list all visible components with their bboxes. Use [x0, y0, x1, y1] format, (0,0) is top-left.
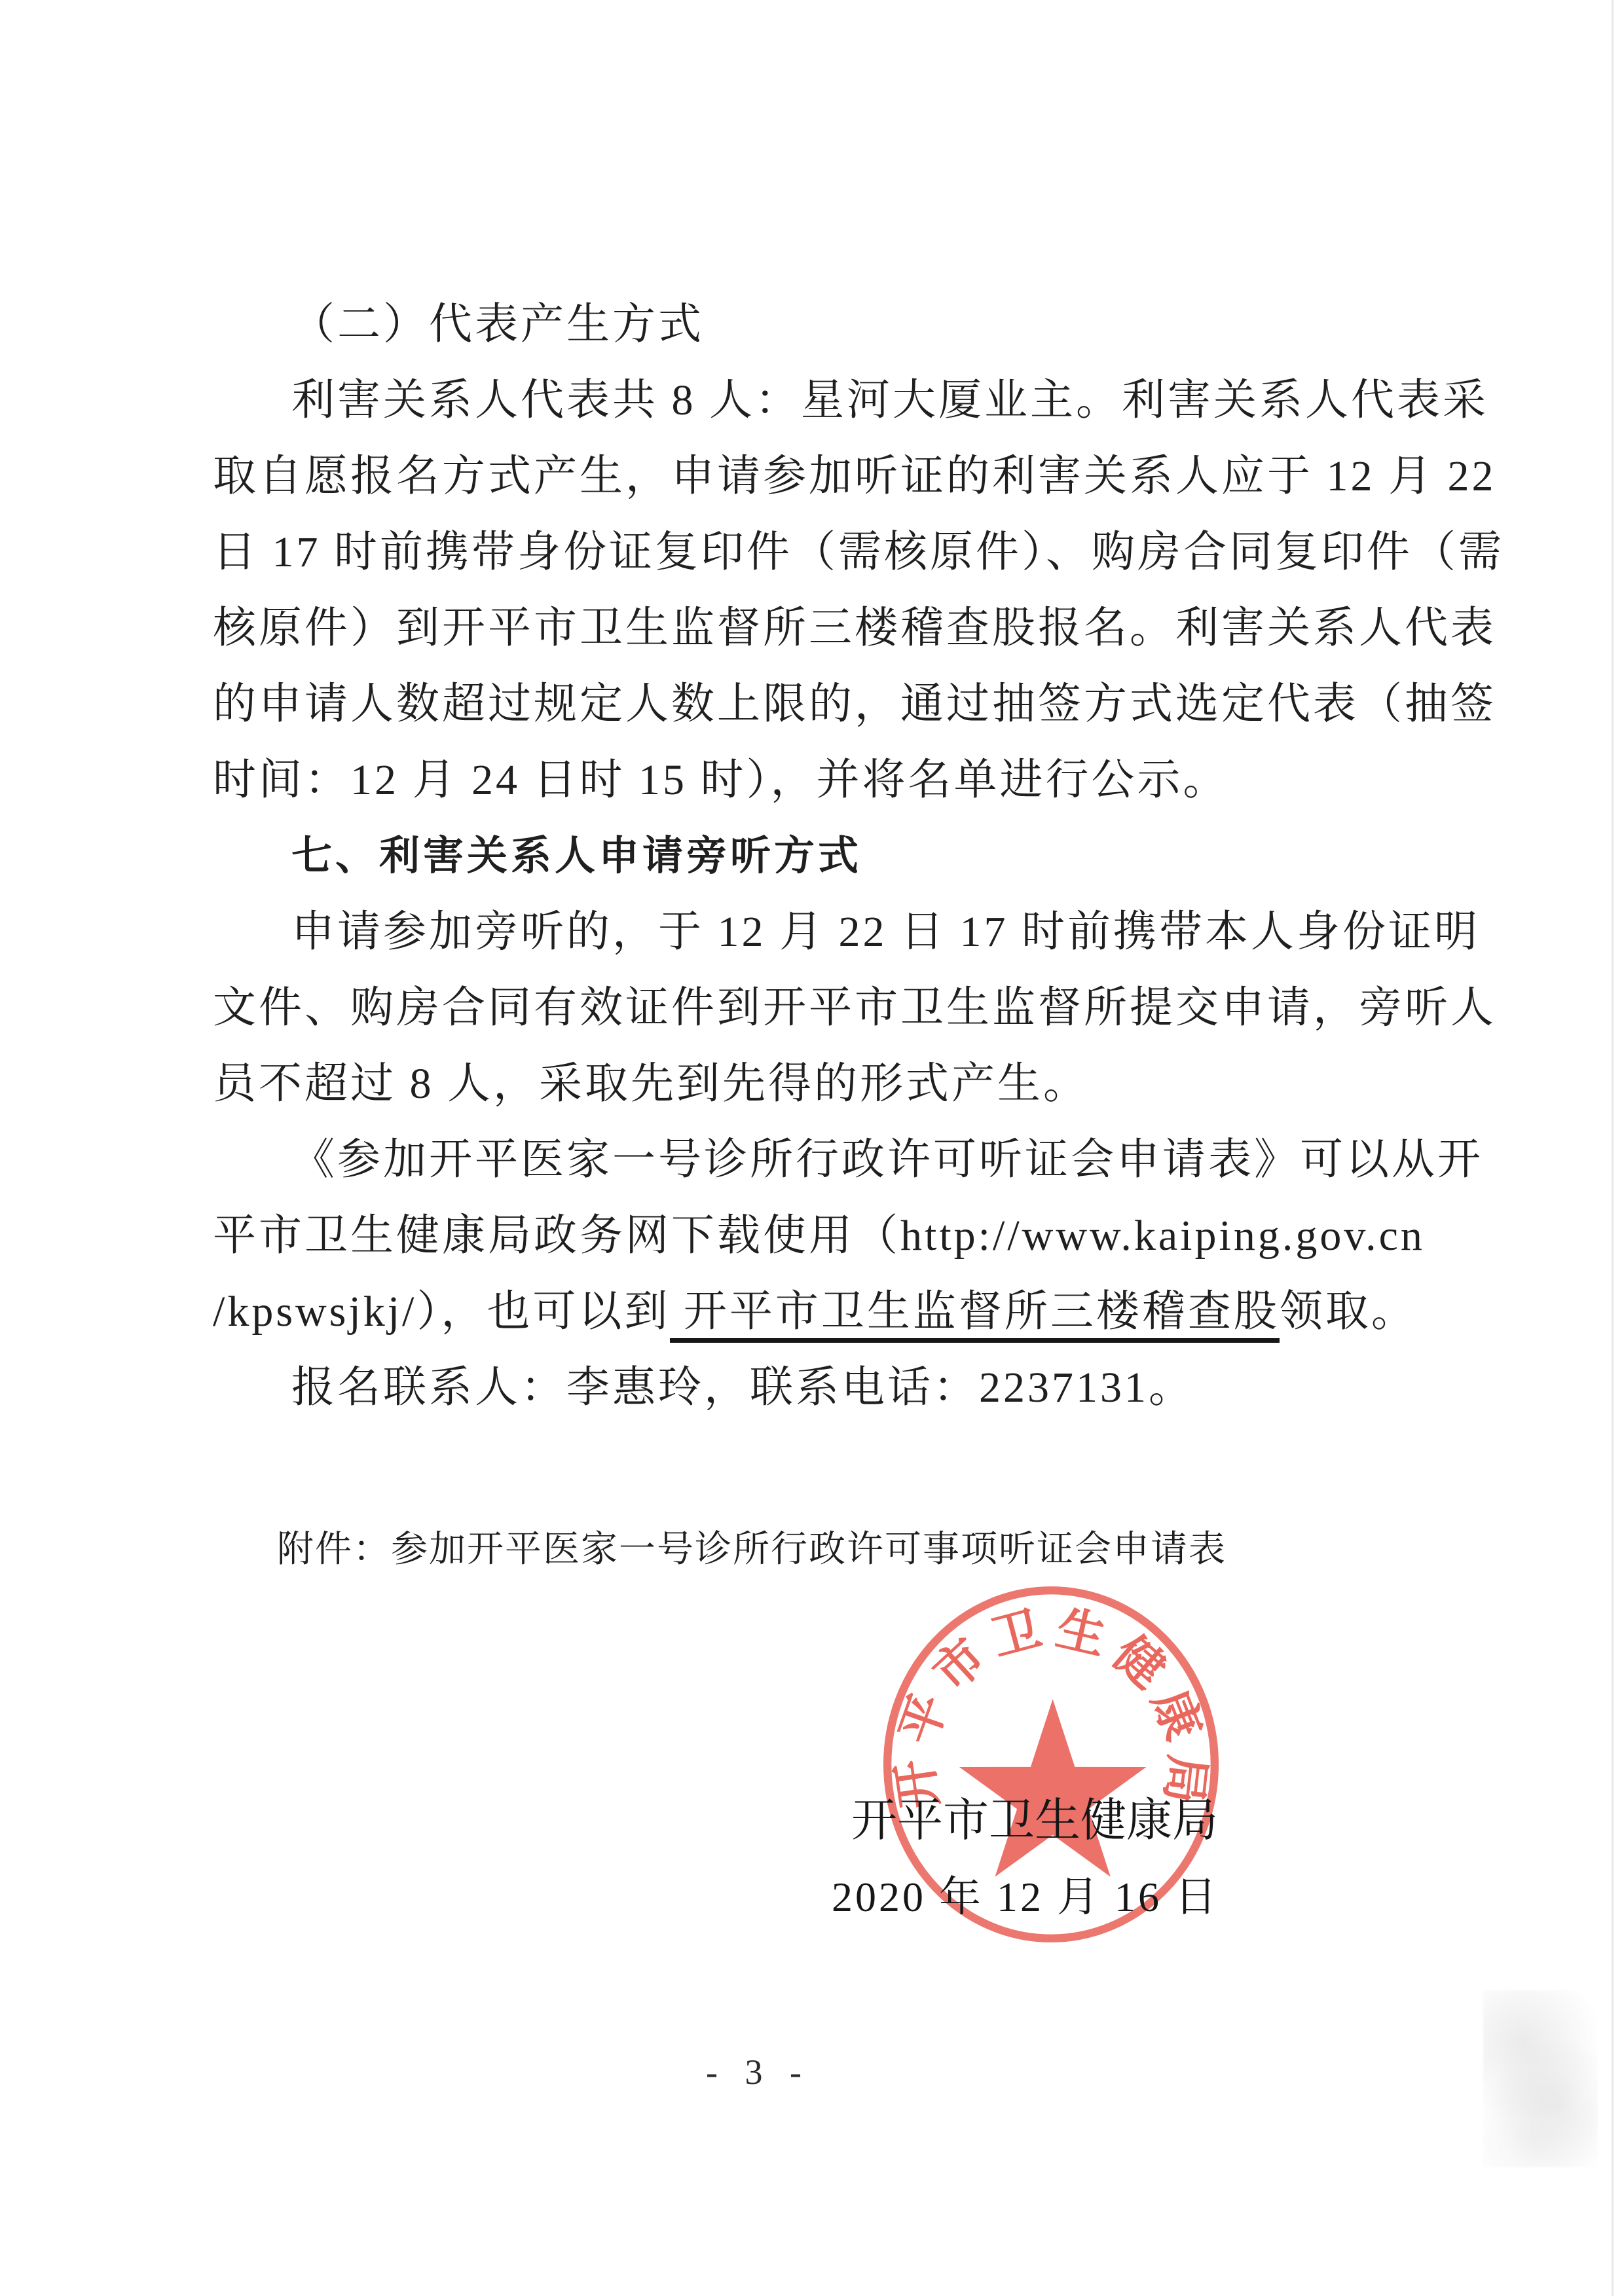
section7-heading: 七、利害关系人申请旁听方式: [291, 833, 862, 879]
page-number: - 3 -: [706, 2052, 811, 2092]
body-line: 核原件）到开平市卫生监督所三楼稽查股报名。利害关系人代表: [213, 604, 1496, 652]
scan-edge-artifact: [1612, 0, 1614, 2296]
body-text-segment: /kpswsjkj/），也可以到: [213, 1288, 671, 1336]
body-line: 《参加开平医家一号诊所行政许可听证会申请表》可以从开: [291, 1136, 1483, 1184]
body-line: 的申请人数超过规定人数上限的，通过抽签方式选定代表（抽签: [213, 680, 1496, 728]
body-line: 利害关系人代表共 8 人：星河大厦业主。利害关系人代表采: [291, 376, 1488, 424]
body-line: 申请参加旁听的，于 12 月 22 日 17 时前携带本人身份证明: [291, 908, 1480, 956]
body-line: 日 17 时前携带身份证复印件（需核原件）、购房合同复印件（需: [213, 528, 1504, 576]
contact-line: 报名联系人：李惠玲，联系电话：2237131。: [291, 1364, 1194, 1412]
seal-arc-text: 开平市卫生健康局: [888, 1601, 1214, 1812]
signature-date: 2020 年 12 月 16 日: [832, 1874, 1219, 1920]
body-line: 平市卫生健康局政务网下载使用（http://www.kaiping.gov.cn: [213, 1212, 1425, 1260]
body-line: 员不超过 8 人，采取先到先得的形式产生。: [213, 1060, 1089, 1108]
body-line: 时间：12 月 24 日时 15 时），并将名单进行公示。: [213, 756, 1229, 804]
body-line: 取自愿报名方式产生，申请参加听证的利害关系人应于 12 月 22: [213, 452, 1496, 500]
attachment-line: 附件：参加开平医家一号诊所行政许可事项听证会申请表: [277, 1529, 1227, 1570]
section-heading: （二）代表产生方式: [291, 301, 704, 348]
underlined-pickup-location: 开平市卫生监督所三楼稽查股: [670, 1288, 1280, 1343]
body-line: 文件、购房合同有效证件到开平市卫生监督所提交申请，旁听人: [213, 984, 1496, 1032]
body-line: [213, 1274, 1444, 1350]
document-body: [213, 287, 1504, 1426]
body-text-segment: 领取。: [1279, 1288, 1417, 1336]
signature-agency: 开平市卫生健康局: [851, 1796, 1218, 1846]
scan-smudge-artifact: [1483, 1990, 1598, 2167]
